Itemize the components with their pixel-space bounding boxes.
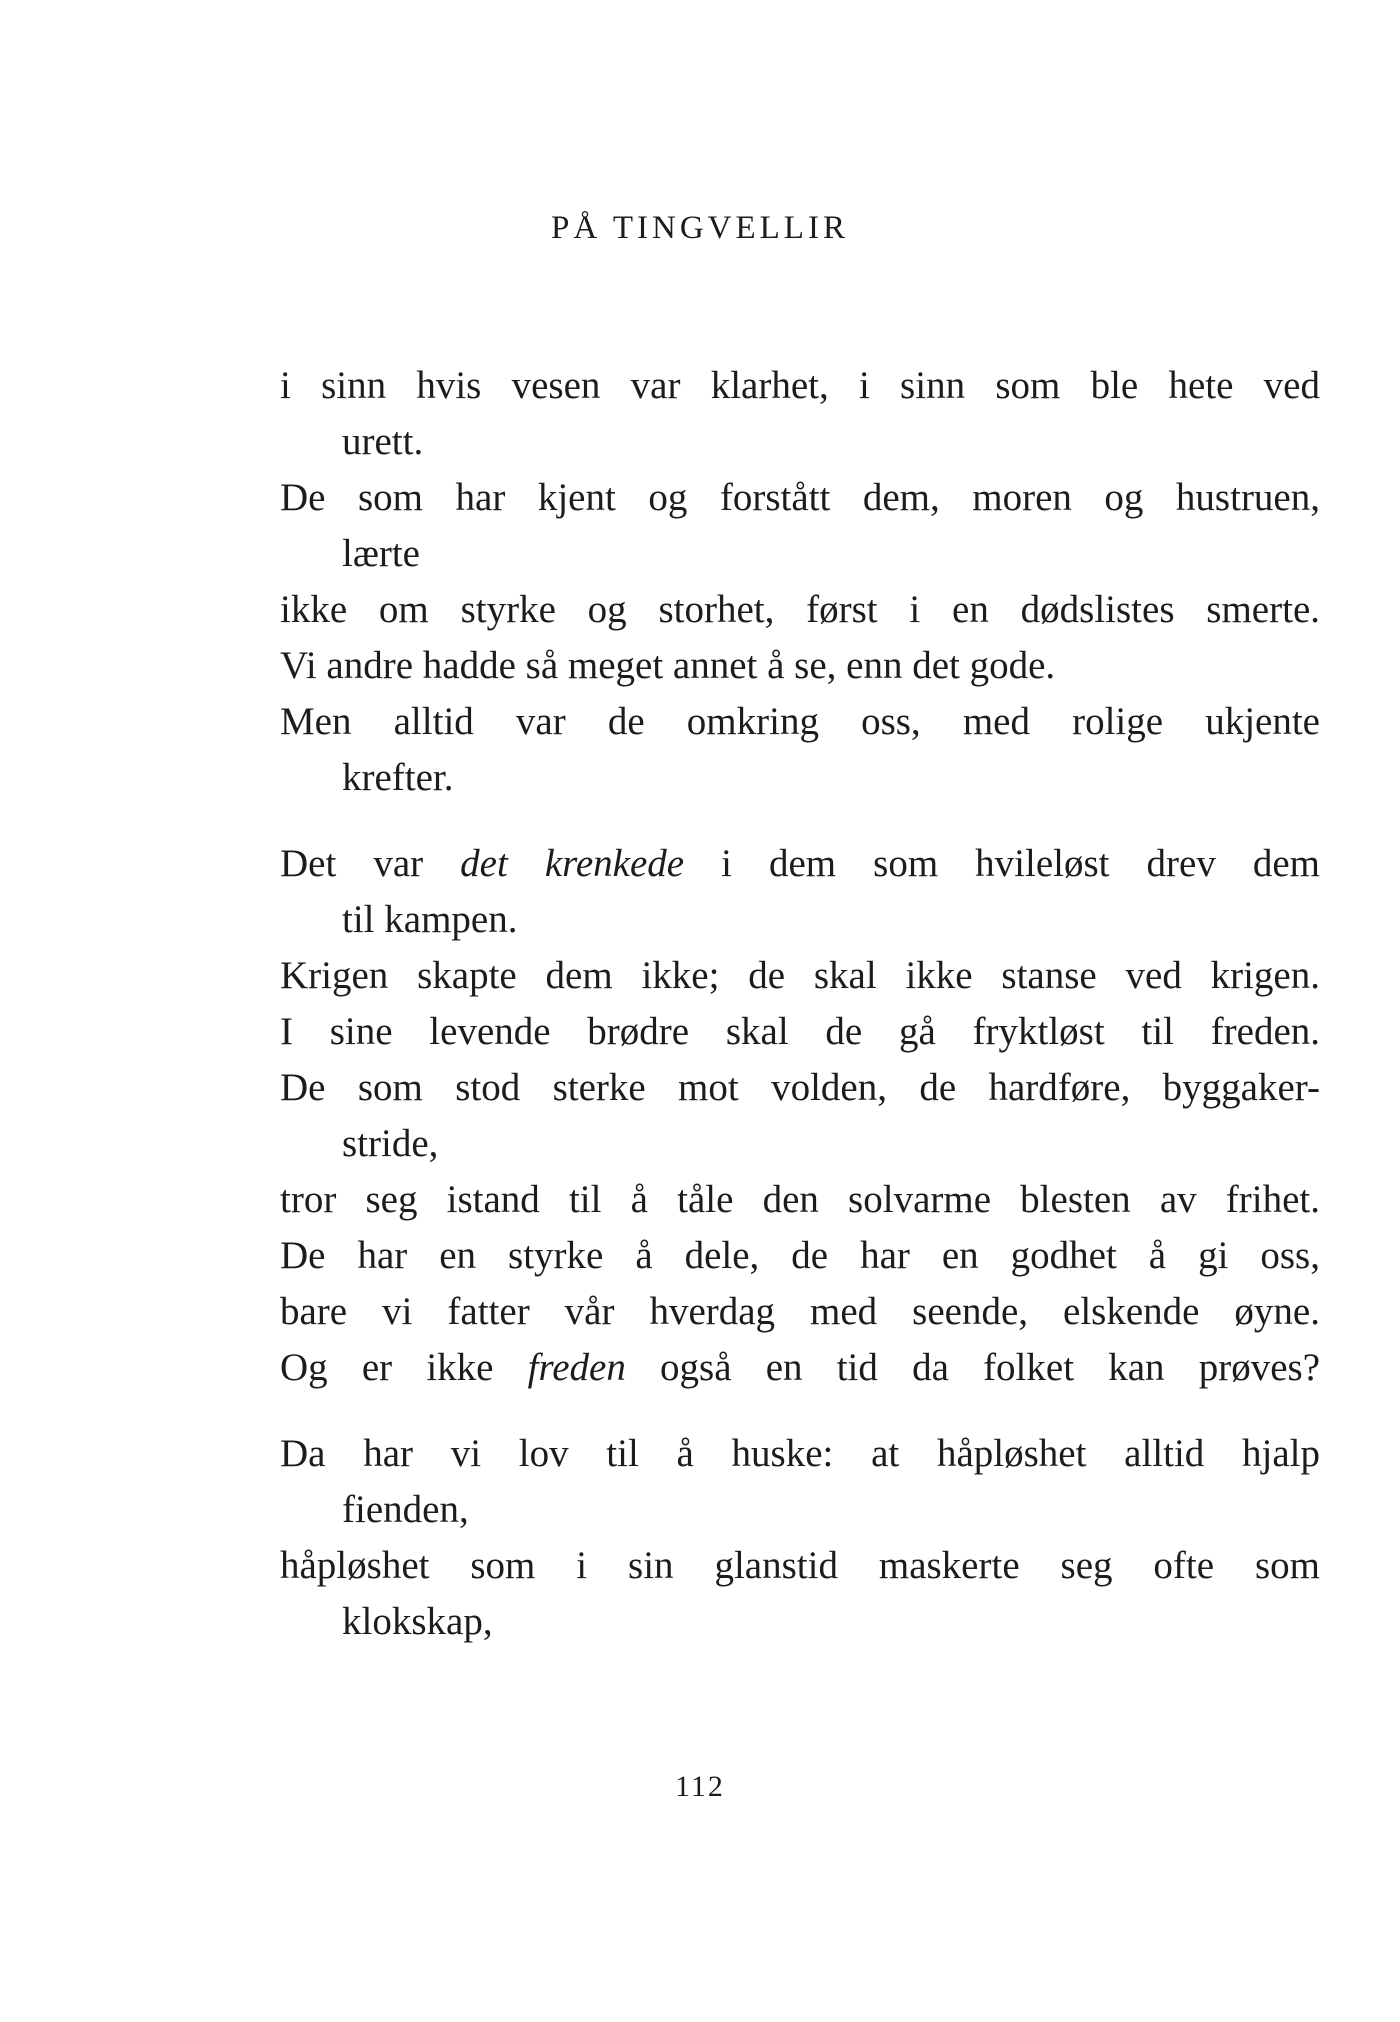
verse-line: håpløshet som i sin glanstid maskerte seg ofte som [280,1544,1320,1587]
stanza [280,836,1320,1396]
stanza [280,358,1320,806]
verse-text: i dem som hvileløst drev dem [684,842,1320,885]
verse-continuation: stride, [342,1122,439,1165]
verse-continuation: krefter. [342,756,454,799]
stanza [280,1426,1320,1650]
verse-continuation: lærte [342,532,420,575]
verse-line: ikke om styrke og storhet, først i en dødslistes smerte. [280,588,1320,631]
verse-line: Vi andre hadde så meget annet å se, enn det gode. [280,644,1056,687]
verse-line: Krigen skapte dem ikke; de skal ikke stanse ved krigen. [280,954,1320,997]
verse-text: Det var [280,842,461,885]
verse-line: Da har vi lov til å huske: at håpløshet alltid hjalp [280,1432,1320,1475]
page-number: 112 [675,1770,725,1803]
verse-line: I sine levende brødre skal de gå fryktløst til freden. [280,1010,1320,1053]
verse-line: tror seg istand til å tåle den solvarme blesten av frihet. [280,1178,1320,1221]
italic-phrase: freden [527,1346,626,1389]
verse-line: De har en styrke å dele, de har en godhet å gi oss, [280,1234,1320,1277]
verse-line [280,1340,1320,1396]
verse-text: også en tid da folket kan prøves? [625,1346,1321,1389]
verse-line: De som stod sterke mot volden, de hardføre, byggaker- [280,1066,1320,1109]
verse-continuation: fienden, [342,1488,469,1531]
poem-body [280,358,1320,1650]
verse-continuation: urett. [342,420,424,463]
verse-line: De som har kjent og forstått dem, moren og hustruen, [280,476,1320,519]
verse-line: Men alltid var de omkring oss, med rolige ukjente [280,700,1320,743]
verse-continuation: til kampen. [342,898,518,941]
running-title: PÅ TINGVELLIR [551,210,849,246]
verse-text: Og er ikke [280,1346,528,1389]
verse-line: bare vi fatter vår hverdag med seende, elskende øyne. [280,1290,1320,1333]
verse-line [280,836,1320,892]
verse-line: i sinn hvis vesen var klarhet, i sinn som ble hete ved [280,364,1320,407]
verse-continuation: klokskap, [342,1600,493,1643]
italic-phrase: det krenkede [460,842,685,885]
